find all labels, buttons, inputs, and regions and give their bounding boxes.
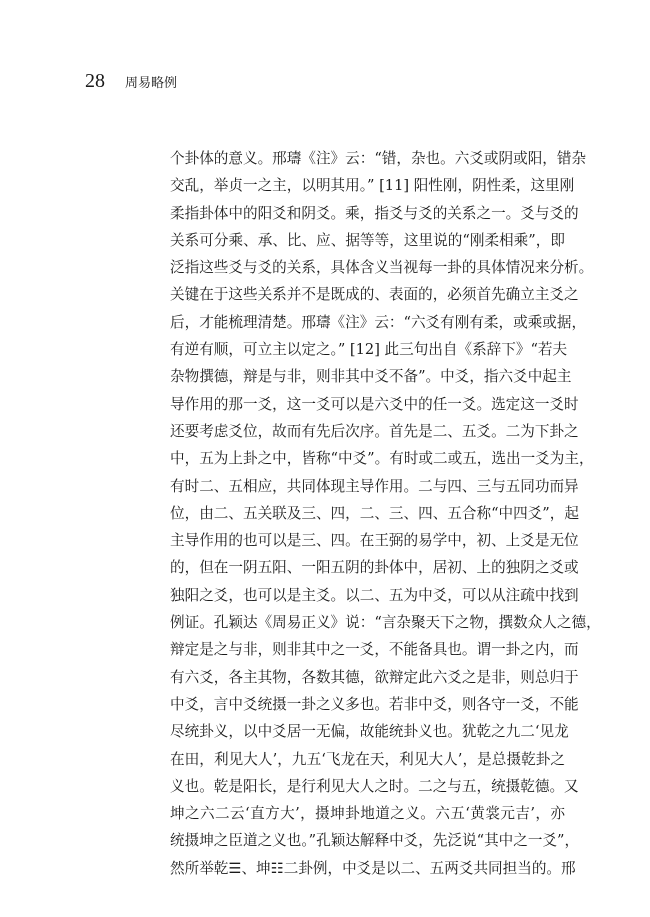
text-line: 有时二、五相应，共同体现主导作用。二与四、三与五同功而异 — [170, 477, 579, 495]
text-line: 独阳之爻，也可以是主爻。以二、五为中爻，可以从注疏中找到 — [170, 586, 579, 604]
text-line: 关键在于这些关系并不是既成的、表面的，必须首先确立主爻之 — [170, 286, 579, 304]
text-line: 尽统卦义，以中爻居一无偏，故能统卦义也。犹乾之九二‘见龙 — [170, 723, 569, 741]
text-line: 坤之六二云‘直方大’，摄坤卦地道之义。六五‘黄裳元吉’，亦 — [170, 805, 565, 823]
text-line: 个卦体的意义。邢璹《注》云：“错，杂也。六爻或阴或阳，错杂 — [170, 150, 587, 167]
text-line: 柔指卦体中的阳爻和阴爻。乘，指爻与爻的关系之一。爻与爻的 — [170, 204, 579, 222]
text-line: 义也。乾是阳长，是行利见大人之时。二之与五，统摄乾德。又 — [170, 777, 579, 795]
text-line: 泛指这些爻与爻的关系，具体含义当视每一卦的具体情况来分析。 — [170, 259, 594, 277]
text-line: 有逆有顺，可立主以定之。” [12] 此三句出自《系辞下》“若夫 — [170, 341, 568, 359]
text-line: 然所举乾☰、坤☷二卦例，中爻是以二、五两爻共同担当的。邢 — [170, 859, 576, 877]
text-line: 统摄坤之臣道之义也。”孔颖达解释中爻，先泛说“其中之一爻”， — [170, 832, 580, 850]
text-line: 中，五为上卦之中，皆称“中爻”。有时或二或五，选出一爻为主， — [170, 450, 594, 468]
text-line: 后，才能梳理清楚。邢璹《注》云：“六爻有刚有柔，或乘或据， — [170, 313, 587, 331]
text-line: 交乱，举贞一之主，以明其用。” [11] 阳性刚，阴性柔，这里刚 — [170, 177, 575, 195]
text-line: 的，但在一阴五阳、一阳五阴的卦体中，居初、上的独阴之爻或 — [170, 559, 579, 577]
text-line: 位，由二、五关联及三、四，二、三、四、五合称“中四爻”，起 — [170, 504, 579, 522]
text-line: 例证。孔颖达《周易正义》说：“言杂聚天下之物，撰数众人之德， — [170, 614, 601, 632]
page-number: 28 — [85, 70, 105, 92]
text-line: 在田，利见大人’，九五‘飞龙在天，利见大人’，是总摄乾卦之 — [170, 750, 565, 768]
body-text — [170, 145, 601, 882]
text-line: 还要考虑爻位，故而有先后次序。首先是二、五爻。二为下卦之 — [170, 422, 579, 440]
text-line: 主导作用的也可以是三、四。在王弼的易学中，初、上爻是无位 — [170, 532, 579, 550]
text-line: 关系可分乘、承、比、应、据等等，这里说的“刚柔相乘”，即 — [170, 231, 565, 249]
text-line: 中爻，言中爻统摄一卦之义多也。若非中爻，则各守一爻，不能 — [170, 695, 579, 713]
text-line: 有六爻，各主其物，各数其德，欲辩定此六爻之是非，则总归于 — [170, 668, 579, 686]
text-line: 杂物撰德，辩是与非，则非其中爻不备”。中爻，指六爻中起主 — [170, 368, 572, 386]
page-header — [85, 70, 177, 93]
running-title: 周易略例 — [125, 76, 178, 91]
text-line: 导作用的那一爻，这一爻可以是六爻中的任一爻。选定这一爻时 — [170, 395, 579, 413]
text-line: 辩定是之与非，则非其中之一爻，不能备具也。谓一卦之内，而 — [170, 641, 579, 659]
